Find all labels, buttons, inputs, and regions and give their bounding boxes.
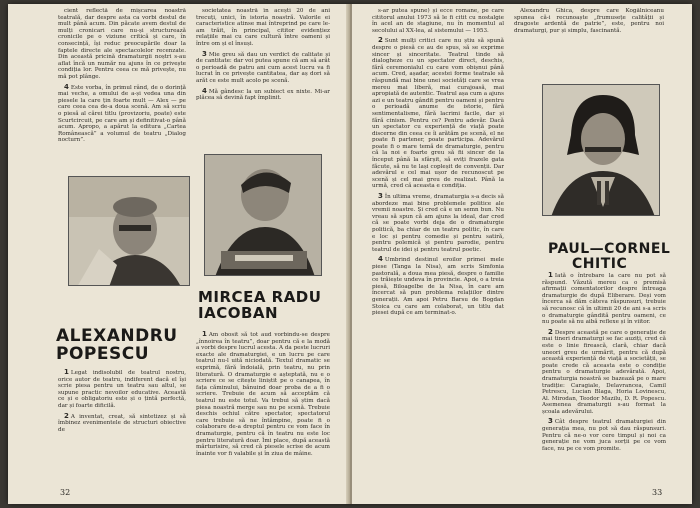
- left-page: [8, 4, 350, 504]
- paragraph: 1 Legat indisolubil de teatrul nostru, orice autor de teatru, indiferent dacă el își scrie piesa pentru un teatru sau altul, se supune practic nevoilor educative. Această ce și e obligatoriu este și o țintă perfectă, dar și foarte dificilă.: [58, 369, 186, 409]
- paragraph: societatea noastră în acești 20 de ani trecuți, unici, în istoria noastră. Valorile ei caracteristice atinse mai întreprind pe care le-am trăit, în principal, cititor evidențiez relațiile mai cu care cultură între oameni și între om și el însuși.: [196, 8, 330, 47]
- paragraph: 3 Mie greu să dau un verdict de calitate și de cantitate: dar voi putea spune că am să arăt o perioadă de patru ani cum acest lucru va fi lucrat în ce privește cantitatea, dar aș dori să arăt ce este mult acolo pe scenă.: [196, 49, 330, 84]
- paragraph: s-ar putea spune) și ecce romane, pe care cititorul anului 1973 să le fi citit cu nostalgie în acel an de stagiune, nu în momentul al secolului al XX-lea, al sistemului — 1953.: [372, 8, 504, 34]
- author-first-name: ALEXANDRU: [56, 326, 178, 346]
- page-number: 32: [60, 488, 71, 497]
- portrait-image: [69, 177, 190, 286]
- paragraph: Alexandru Ghica, despre care Kogălniceanu spunea că-i recunoaște „frumusețe calității și dragoste ardentă de patrie”, este, pentru noi dramaturgi, pur și simplu, fascinantă.: [514, 8, 664, 34]
- right-col2-bottom: [542, 272, 666, 482]
- paragraph: 2 A inventat, creat, să sintetizez și să îmbinez evenimentele de structuri obiective de: [58, 411, 186, 433]
- right-page: [352, 4, 692, 504]
- question-number: 1: [64, 369, 69, 376]
- paragraph: 1 Am obosit să tot aud vorbindu-se despre „înnoirea în teatru”, doar pentru că e la modă a vorbi despre lucrul acesta. A da peste lucruri exacte ale dramaturgiei, e un lucru pe care teatrul nu-l uită niciodată. Textul dramatic se exprimă, fără îndoială, prin teatru, nu prin literatură. O dramaturgie e așteptată, nu e o scriere ce se citește liniștit pe o canapea, în fața căminului, bănuind doar proba de a fi o scriere. Trebuie de acum să acceptăm că teatrul nu este totul. Va trebui să știm dacă piesa noastră merge sau nu pe scenă. Trebuie deschis ochiul către spectator, spectatorul care trebuie să ne întâmpine, poate fi o colaborare de-a dreptul pentru ce vom face în dramaturgie, pentru că în teatru nu este loc pentru literatură doar. Îmi place, după această mărturisire, să cred că piesele scrise de acum înainte vor fi valabile și în ziua de mâine.: [196, 331, 330, 457]
- paragraph: 3 În ultima vreme, dramaturgia s-a decis să abordeze mai bine problemele politice ale vremii noastre. Și cred că e un semn bun. Nu vreau să spun că am ajuns la ideal, dar cred că se poate vorbi deja de o dramaturgie politică, ba chiar de un teatru politic, în care e loc și pentru comedie și pentru satiră, pentru polemică și pentru parodie, pentru teatrul de idei și pentru teatrul poetic.: [372, 192, 504, 253]
- left-col1-bottom: [58, 369, 186, 479]
- question-number: 3: [202, 49, 207, 58]
- magazine-spread: [8, 4, 692, 504]
- question-number: 2: [548, 327, 553, 336]
- author-name-alexandru-popescu: [56, 328, 178, 364]
- paragraph: 4 Mă gândesc la un subiect ex nixte. Mi-ar plăcea să devină fapt împlinit.: [196, 86, 330, 102]
- portrait-image: [205, 155, 322, 276]
- left-col2-bottom: [196, 331, 330, 481]
- author-last-name: IACOBAN: [198, 303, 279, 322]
- paragraph: 4 Este vorba, în primul rând, de o dorință mai veche, a omului de a-și vedea una din piesele la care țin foarte mult — Alex — pe care ceea cea de-a doua scenă. Am să scriu o piesă al cărei titlu (provizoriu, poate) este Scurtcircuit, pe care am și definitivat-o până acum. Apropo, a apărut la editura „Cartea Românească” a volumul de teatru „Dialog nocturn”.: [58, 82, 186, 144]
- paragraph: 3 Cât despre teatrul dramaturgiei din generația mea, nu pot să dau răspunsuri. Pentru că ne-o vor cere timpul și noi ca generație ne vom juca sorții pe ce vom face, nu pe ce vom promite.: [542, 417, 666, 452]
- paragraph: 1 Iată o întrebare la care nu pot să răspund. Văzută mereu ca o premisă afirmații comentatorilor despre întreaga dramaturgie de după Eliberare. Deși vom încerca să dăm câteva răspunsuri, trebuie să recunosc că în ultimii 20 de ani s-a scris o dramaturgie gândită pentru oameni, ce nu poate să nu aibă reflexe și în viitor.: [542, 272, 666, 326]
- question-number: 2: [378, 36, 383, 45]
- portrait-paul-cornel-chitic: [542, 84, 660, 216]
- question-number: 1: [202, 331, 207, 338]
- author-first-name: PAUL—CORNEL: [548, 241, 671, 257]
- portrait-mircea-radu-iacoban: [204, 154, 322, 276]
- portrait-image: [543, 85, 660, 216]
- paragraph: cient reflectă de mișcarea noastră teatrală, dar despre asta ca vorbi destul de mult până acum. Din păcate avem destul de mulți cronicari care nu-și structurează cronicile pe o viziune critică și care, în consecință, își reduc preocupările doar la faptele directe ale spectacolelor recenzate. Din această pricină dramaturgii noștri s-au aflat încă un număr nu ajuns în ce privește condiția lor. Pentru ceea ce mă privește, nu mă pot plânge.: [58, 8, 186, 80]
- right-col1: [372, 8, 504, 482]
- page-number: 33: [652, 488, 663, 497]
- question-number: 3: [548, 417, 553, 426]
- left-col1-top: [58, 8, 186, 174]
- paragraph: 4 Umbrind destinul eroilor primei mele piese (Tanga la Nisa), am scris Simfonia pastorală, a doua mea piesă, despre o familie ce trăiește undeva în provincie. Apoi, o a treia piesă, Biloagelbe de la Nisa, în care am încercat să pun problema relațiilor dintre generații. Am apoi Petru Barsu de Bogdan Stoica cu care am colaborat, un titlu dat piesei după ce am terminat-o.: [372, 255, 504, 317]
- left-col2-top: [196, 8, 330, 118]
- portrait-alexandru-popescu: [68, 176, 190, 286]
- author-last-name: CHITIC: [572, 255, 628, 272]
- author-name-mircea-radu-iacoban: [198, 290, 321, 322]
- question-number: 3: [378, 192, 383, 201]
- question-number: 4: [202, 86, 207, 95]
- right-col2-top: [514, 8, 664, 48]
- author-last-name: POPESCU: [56, 343, 150, 364]
- paragraph: 2 Despre această pe care o generație de mai tineri dramaturgi se fac auziți, cred că este o linie firească, clară, chiar dacă uneori greu de urmărit, pentru că după această experiență de viață a societății, se poate crede că aceasta este o condiție pentru o dramaturgie adevărată. Apoi, dramaturgia noastră se bazează pe o mare tradiție: Caragiale, Delavrancea, Camil Petrescu, Lucian Blaga, Horia Lovinescu, Al. Mirodan, Teodor Mazilu, D. R. Popescu. Asemenea dramaturgii s-au format la școala adevărului.: [542, 327, 666, 415]
- author-name-paul-cornel-chitic: [548, 242, 670, 271]
- question-number: 4: [378, 255, 383, 264]
- author-first-name: MIRCEA RADU: [198, 288, 322, 306]
- question-number: 4: [64, 82, 69, 91]
- question-number: 1: [548, 272, 553, 279]
- paragraph: 2 Sunt mulți critici care nu știu să spună despre o piesă ce au de spus, să se exprime sincer și sinceritate. Teatrul tinde să dialogheze cu un spectator direct, deschis, fără ceremonialul cu care vom obișnui până acum. Cred, așadar, acestei forme teatrale să răspundă mai bine unei societăți care se vrea mereu mai liberă, mai curajoasă, mai apropiată de autentic. Teatrul așa cum a ajuns azi e un teatru gândit pentru oameni și pentru o perioadă anume de istorie, fără sentimentalisme, fără lacrimi facile, dar și fără cinism. Pentru ce? Pentru adevăr. Dacă un spectator cu experiență de viață poate discerne din ceea ce îi arătăm pe scenă, el ne poate fi partener, poate participa. Adevărul poate fi o mare temă de dramaturgie, pentru că la noi e foarte greu să fii sincer de la început până la sfârșit, să eviți frazele gata făcute, să nu te lași copleșit de convenții. Dar adevărul e cel mai ușor de recunoscut pe scenă și cel mai greu de realizat. Până la urmă, cred că aceasta e condiția.: [372, 36, 504, 190]
- question-number: 2: [64, 411, 69, 420]
